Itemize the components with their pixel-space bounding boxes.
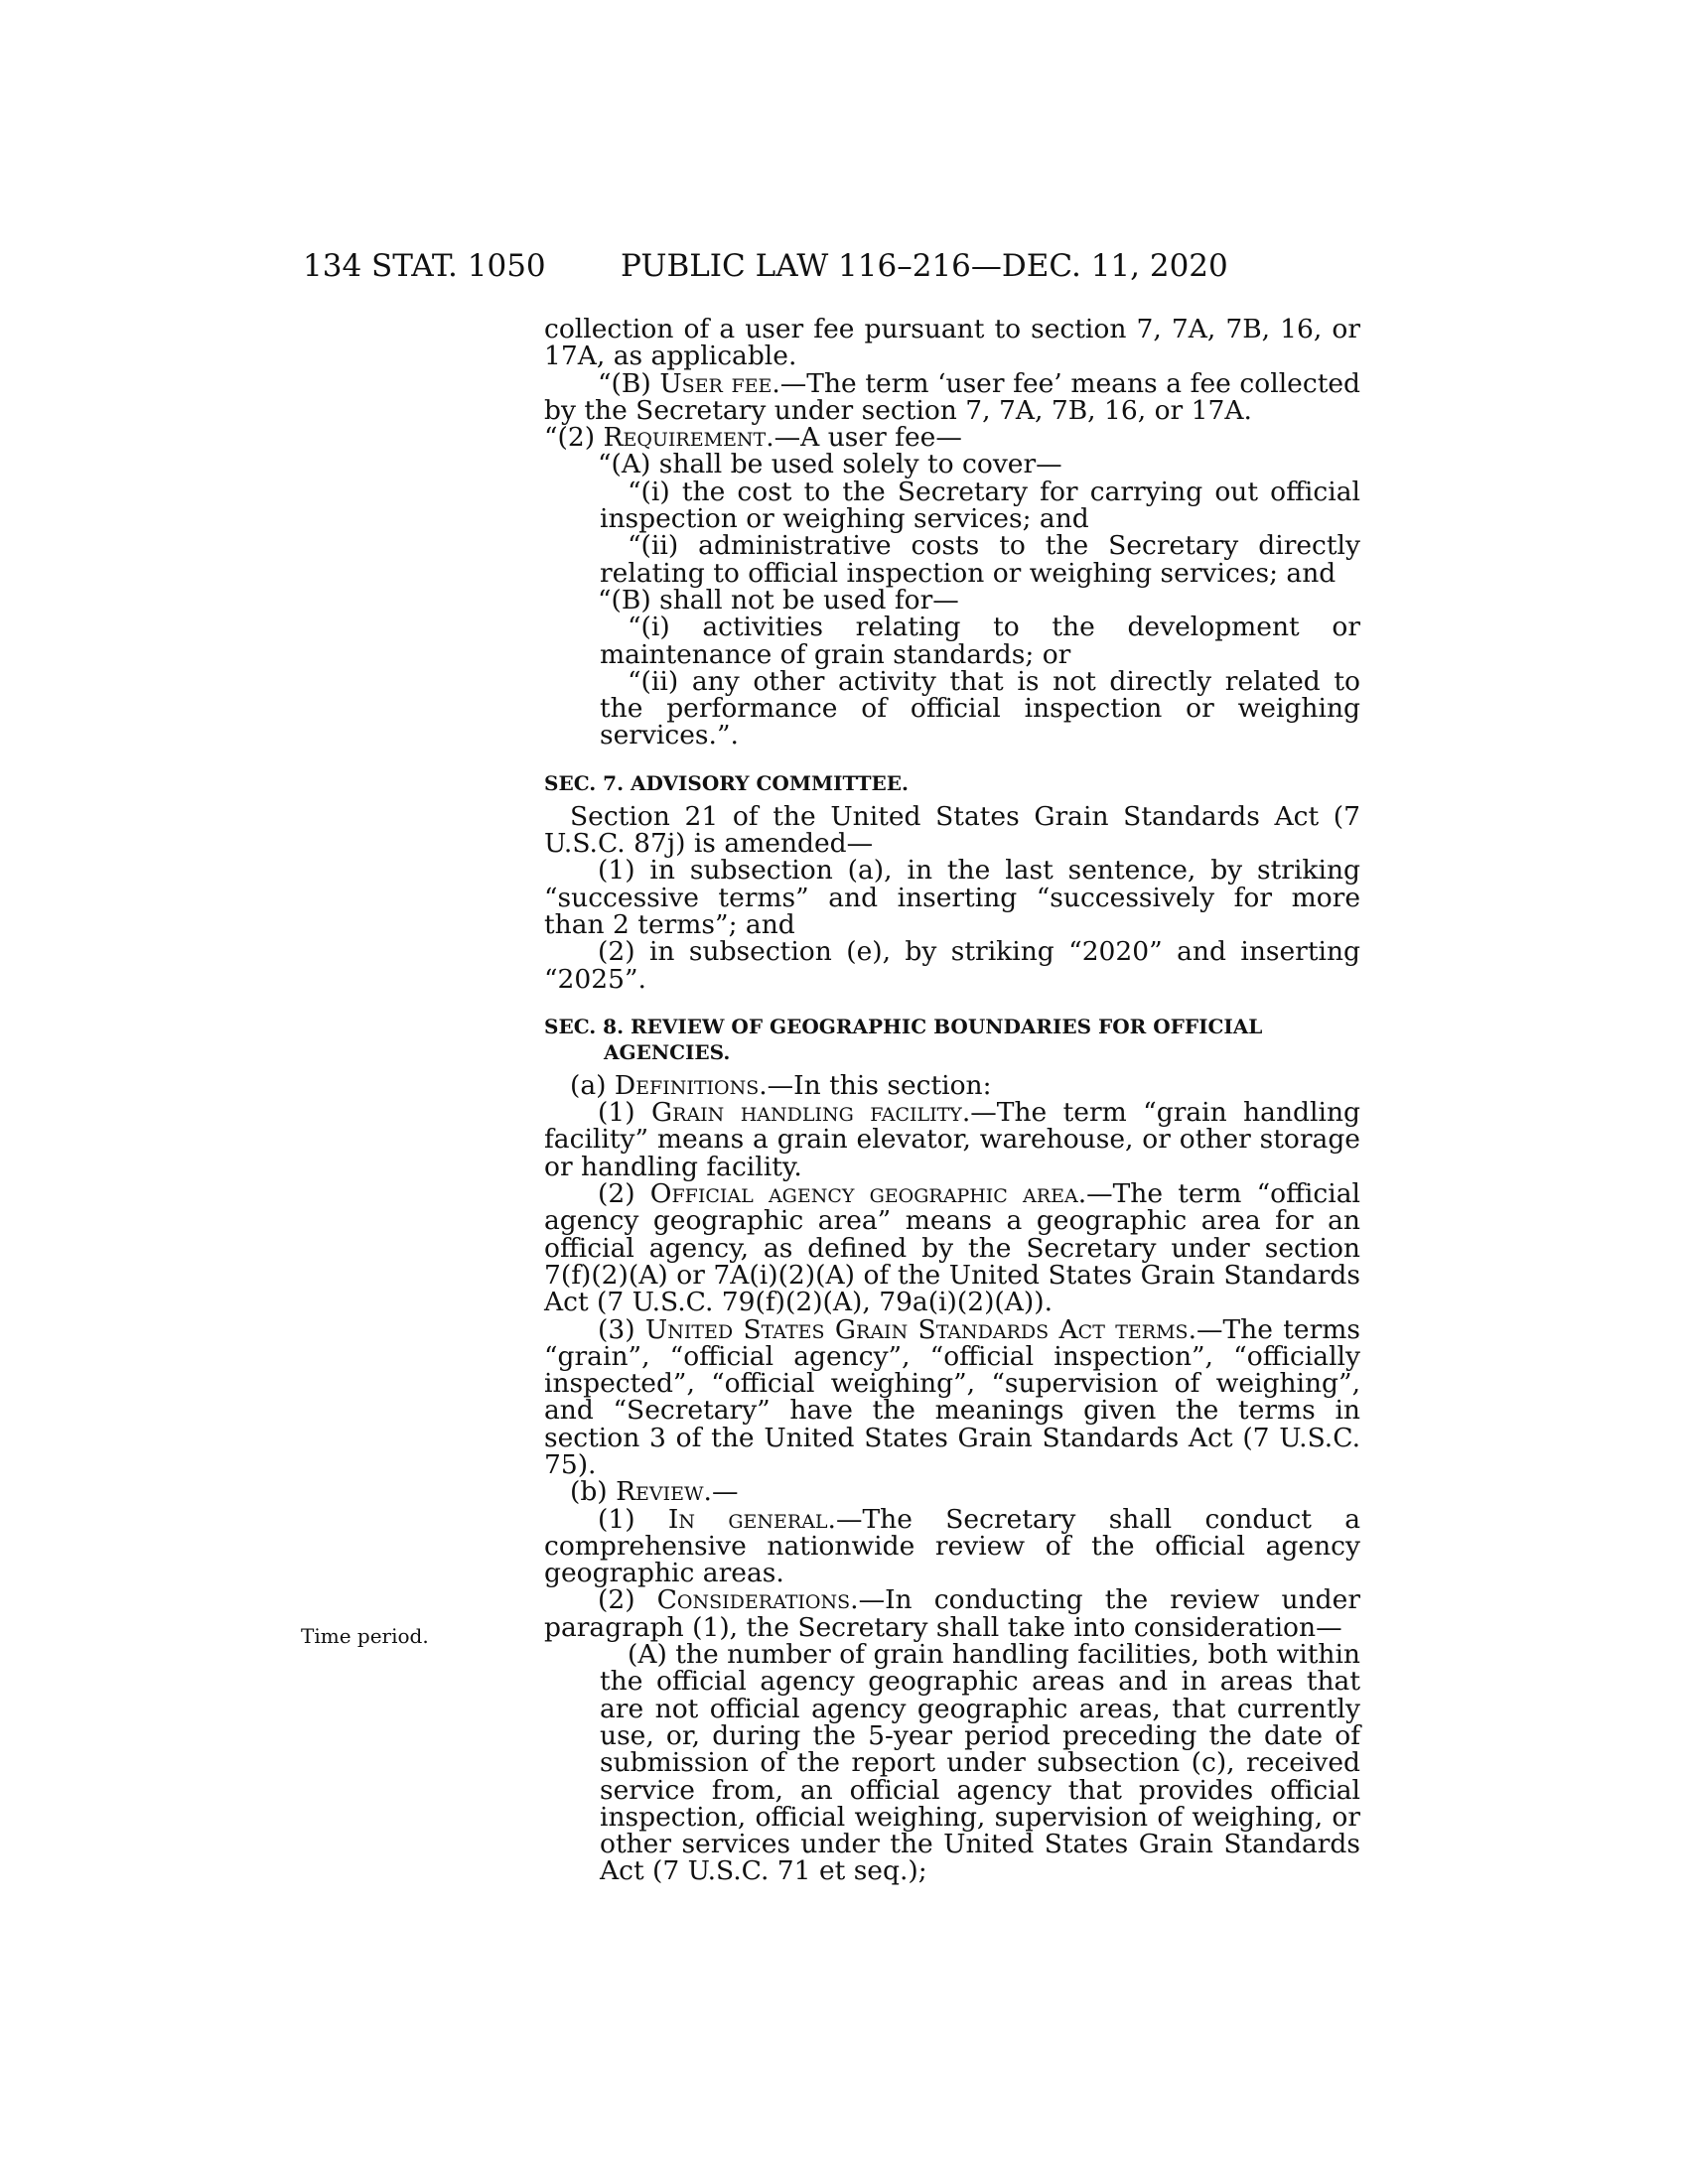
- paragraph: (b) Review.—: [570, 1476, 739, 1508]
- section-heading: SEC. 7. ADVISORY COMMITTEE.: [544, 770, 909, 795]
- law-text-body: [544, 316, 1360, 1885]
- paragraph: “(A) shall be used solely to cover—: [598, 449, 1062, 480]
- run-in-heading: Considerations: [656, 1584, 851, 1616]
- run-in-heading: Review: [616, 1476, 704, 1508]
- run-in-heading: In general: [667, 1503, 828, 1535]
- run-in-heading: United States Grain Standards Act terms: [644, 1313, 1189, 1345]
- paragraph: (3) United States Grain Standards Act terms.—The terms “grain”, “official agency”, “official inspection”, “officially inspected”, “official weighing”, “supervision of weighing”, and “Secretary” have the meanings given the terms in section 3 of the United States Grain Standards Act (7 U.S.C. 75).: [544, 1313, 1360, 1480]
- paragraph: (a) Definitions.—In this section:: [570, 1069, 992, 1101]
- margin-note: Time period.: [301, 1624, 429, 1648]
- run-in-heading: Official agency geographic area: [649, 1178, 1078, 1210]
- paragraph: (2) in subsection (e), by striking “2020” and inserting “2025”.: [544, 936, 1360, 995]
- paragraph: “(B) shall not be used for—: [598, 584, 959, 615]
- run-in-heading: Definitions: [614, 1069, 760, 1101]
- paragraph: “(ii) any other activity that is not directly related to the performance of official inspection or weighing services.”.: [600, 665, 1360, 751]
- paragraph: Section 21 of the United States Grain Standards Act (7 U.S.C. 87j) is amended—: [544, 800, 1360, 860]
- run-in-heading: User fee: [659, 367, 773, 399]
- paragraph: “(B) User fee.—The term ‘user fee’ means a fee collected by the Secretary under section 7, 7A, 7B, 16, or 17A.: [544, 367, 1360, 426]
- section-heading: SEC. 8. REVIEW OF GEOGRAPHIC BOUNDARIES FOR OFFICIAL AGENCIES.: [544, 1014, 1263, 1064]
- paragraph: (2) Official agency geographic area.—The term “official agency geographic area” means a geographic area for an official agency, as defined by the Secretary under section 7(f)(2)(A) or 7A(i)(2)(A) of the United States Grain Standards Act (7 U.S.C. 79(f)(2)(A), 79a(i)(2)(A)).: [544, 1178, 1360, 1318]
- run-in-heading: Grain handling facility: [650, 1097, 962, 1129]
- paragraph: (1) in subsection (a), in the last sentence, by striking “successive terms” and inserting “successively for more than 2 terms”; and: [544, 855, 1360, 940]
- paragraph: “(i) the cost to the Secretary for carrying out official inspection or weighing services; and: [600, 476, 1360, 535]
- paragraph: “(ii) administrative costs to the Secretary directly relating to official inspection or weighing services; and: [600, 530, 1360, 589]
- paragraph: collection of a user fee pursuant to section 7, 7A, 7B, 16, or 17A, as applicable.: [544, 314, 1360, 372]
- law-running-head: PUBLIC LAW 116–216—DEC. 11, 2020: [621, 248, 1228, 284]
- paragraph: (1) Grain handling facility.—The term “grain handling facility” means a grain elevator, warehouse, or other storage or handling facility.: [544, 1097, 1360, 1182]
- paragraph: (1) In general.—The Secretary shall conduct a comprehensive nationwide review of the official agency geographic areas.: [544, 1503, 1360, 1589]
- run-in-heading: Requirement: [603, 422, 767, 454]
- paragraph: “(i) activities relating to the development or maintenance of grain standards; or: [600, 612, 1360, 670]
- paragraph: (2) Considerations.—In conducting the review under paragraph (1), the Secretary shall take into consideration—: [544, 1584, 1360, 1643]
- paragraph: (A) the number of grain handling facilities, both within the official agency geographic areas and in areas that are not official agency geographic areas, that currently use, or, during the 5-year period preceding the date of submission of the report under subsection (c), received service from, an official agency that provides official inspection, official weighing, supervision of weighing, or other services under the United States Grain Standards Act (7 U.S.C. 71 et seq.);: [600, 1639, 1360, 1887]
- paragraph: “(2) Requirement.—A user fee—: [544, 422, 962, 454]
- stat-page-number: 134 STAT. 1050: [303, 248, 546, 284]
